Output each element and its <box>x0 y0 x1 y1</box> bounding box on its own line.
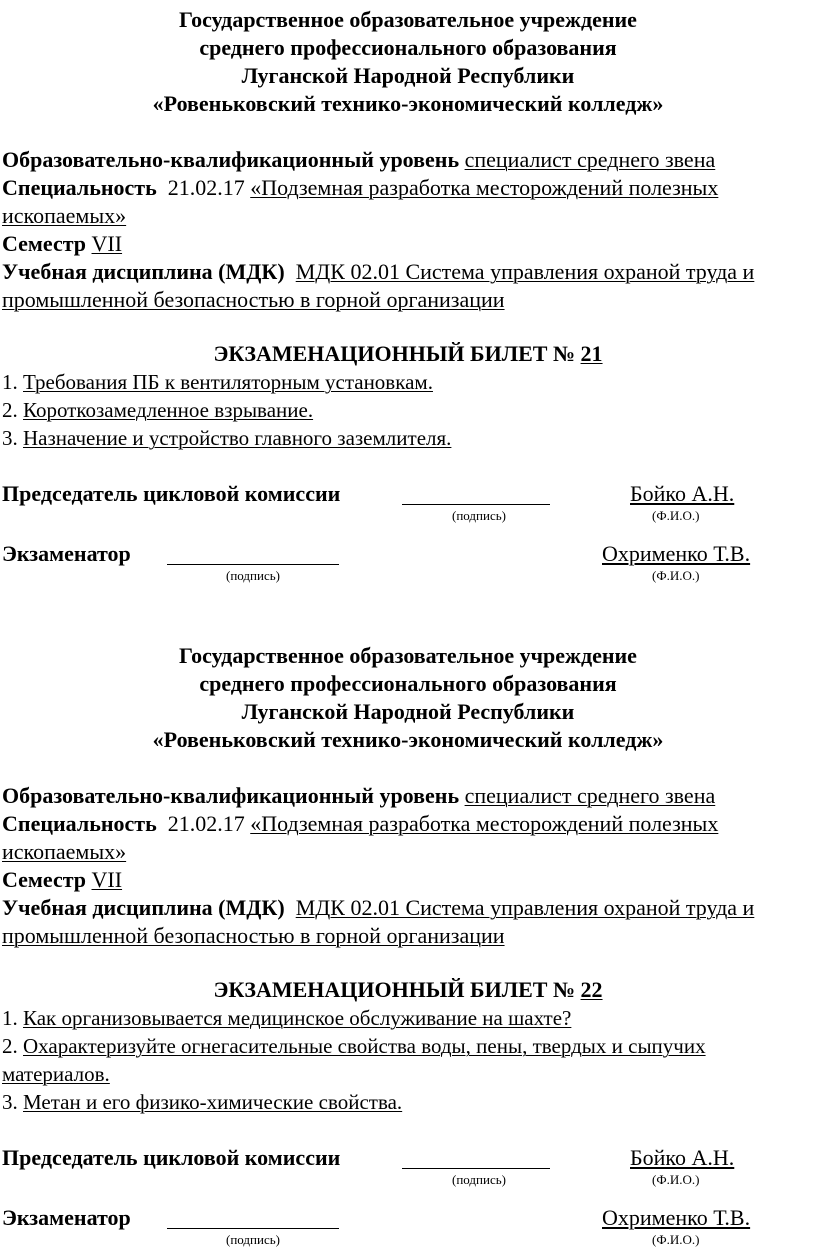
level-label: Образовательно-квалификационный уровень <box>2 783 460 808</box>
semester-value: VII <box>91 231 123 256</box>
specialty-label: Специальность <box>2 175 157 200</box>
discipline-value: МДК 02.01 Система управления охраной труда и промышленной безопасностью в горной организации <box>2 895 755 948</box>
question-text: Как организовывается медицинское обслуживание на шахте? <box>23 1006 572 1030</box>
semester-row <box>2 230 800 258</box>
question-item <box>2 1004 736 1032</box>
level-label: Образовательно-квалификационный уровень <box>2 147 460 172</box>
ticket-title-text: ЭКЗАМЕНАЦИОННЫЙ БИЛЕТ № <box>213 341 576 366</box>
question-item <box>2 396 736 424</box>
chair-signature-caption: (подпись) <box>452 508 506 523</box>
question-number: 2. <box>2 398 18 422</box>
semester-label: Семестр <box>2 867 87 892</box>
institution-header <box>0 642 816 754</box>
question-text: Короткозамедленное взрывание. <box>23 398 314 422</box>
chair-signature-block <box>0 480 816 536</box>
level-row <box>2 782 800 810</box>
question-number: 3. <box>2 1090 18 1114</box>
header-line: среднего профессионального образования <box>199 35 617 60</box>
chair-label: Председатель цикловой комиссии <box>2 481 341 506</box>
ticket-info <box>0 782 816 950</box>
question-list <box>0 1004 816 1116</box>
ticket-title <box>0 340 816 368</box>
specialty-value: «Подземная разработка месторождений полезных ископаемых» <box>2 175 719 228</box>
specialty-row <box>2 810 800 866</box>
level-row <box>2 146 800 174</box>
specialty-label: Специальность <box>2 811 157 836</box>
examiner-name-caption: (Ф.И.О.) <box>652 1232 700 1247</box>
semester-value: VII <box>91 867 123 892</box>
chair-signature-line <box>402 504 550 505</box>
header-line: «Ровеньковский технико-экономический колледж» <box>152 727 664 752</box>
examiner-signature-line <box>167 564 339 565</box>
examiner-name: Охрименко Т.В. <box>602 541 751 566</box>
discipline-row <box>2 258 800 314</box>
ticket-info <box>0 146 816 314</box>
chair-name: Бойко А.Н. <box>630 1145 735 1170</box>
ticket-title <box>0 976 816 1004</box>
question-number: 2. <box>2 1034 18 1058</box>
discipline-label: Учебная дисциплина (МДК) <box>2 259 285 284</box>
examiner-name: Охрименко Т.В. <box>602 1205 751 1230</box>
level-value: специалист среднего звена <box>464 147 716 172</box>
discipline-row <box>2 894 800 950</box>
examiner-signature-block <box>0 540 816 596</box>
discipline-value: МДК 02.01 Система управления охраной труда и промышленной безопасностью в горной организации <box>2 259 755 312</box>
chair-signature-line <box>402 1168 550 1169</box>
chair-name-caption: (Ф.И.О.) <box>652 508 700 523</box>
ticket-number: 21 <box>580 341 603 366</box>
question-item <box>2 368 736 396</box>
header-line: Луганской Народной Республики <box>241 63 575 88</box>
question-number: 1. <box>2 1006 18 1030</box>
chair-label: Председатель цикловой комиссии <box>2 1145 341 1170</box>
examiner-signature-caption: (подпись) <box>226 1232 280 1247</box>
examiner-label: Экзаменатор <box>2 541 131 566</box>
question-text: Требования ПБ к вентиляторным установкам. <box>23 370 433 394</box>
level-value: специалист среднего звена <box>464 783 716 808</box>
question-text: Назначение и устройство главного заземлителя. <box>23 426 452 450</box>
semester-label: Семестр <box>2 231 87 256</box>
examiner-name-caption: (Ф.И.О.) <box>652 568 700 583</box>
header-line: среднего профессионального образования <box>199 671 617 696</box>
examiner-signature-caption: (подпись) <box>226 568 280 583</box>
specialty-code: 21.02.17 <box>167 175 245 200</box>
specialty-row <box>2 174 800 230</box>
examiner-label: Экзаменатор <box>2 1205 131 1230</box>
chair-signature-caption: (подпись) <box>452 1172 506 1187</box>
specialty-code: 21.02.17 <box>167 811 245 836</box>
question-text: Охарактеризуйте огнегасительные свойства воды, пены, твердых и сыпучих материалов. <box>2 1034 706 1086</box>
chair-name: Бойко А.Н. <box>630 481 735 506</box>
header-line: Луганской Народной Республики <box>241 699 575 724</box>
discipline-label: Учебная дисциплина (МДК) <box>2 895 285 920</box>
chair-signature-block <box>0 1144 816 1200</box>
question-number: 1. <box>2 370 18 394</box>
question-text: Метан и его физико-химические свойства. <box>23 1090 403 1114</box>
question-item <box>2 424 736 452</box>
examiner-signature-line <box>167 1228 339 1229</box>
question-number: 3. <box>2 426 18 450</box>
header-line: Государственное образовательное учреждение <box>179 7 637 32</box>
exam-ticket-22 <box>0 642 816 1260</box>
specialty-value: «Подземная разработка месторождений полезных ископаемых» <box>2 811 719 864</box>
institution-header <box>0 6 816 118</box>
header-line: «Ровеньковский технико-экономический колледж» <box>152 91 664 116</box>
ticket-title-text: ЭКЗАМЕНАЦИОННЫЙ БИЛЕТ № <box>213 977 576 1002</box>
chair-name-caption: (Ф.И.О.) <box>652 1172 700 1187</box>
question-list <box>0 368 816 452</box>
examiner-signature-block <box>0 1204 816 1260</box>
ticket-number: 22 <box>580 977 603 1002</box>
exam-ticket-21 <box>0 6 816 596</box>
question-item <box>2 1032 736 1088</box>
header-line: Государственное образовательное учреждение <box>179 643 637 668</box>
question-item <box>2 1088 736 1116</box>
semester-row <box>2 866 800 894</box>
